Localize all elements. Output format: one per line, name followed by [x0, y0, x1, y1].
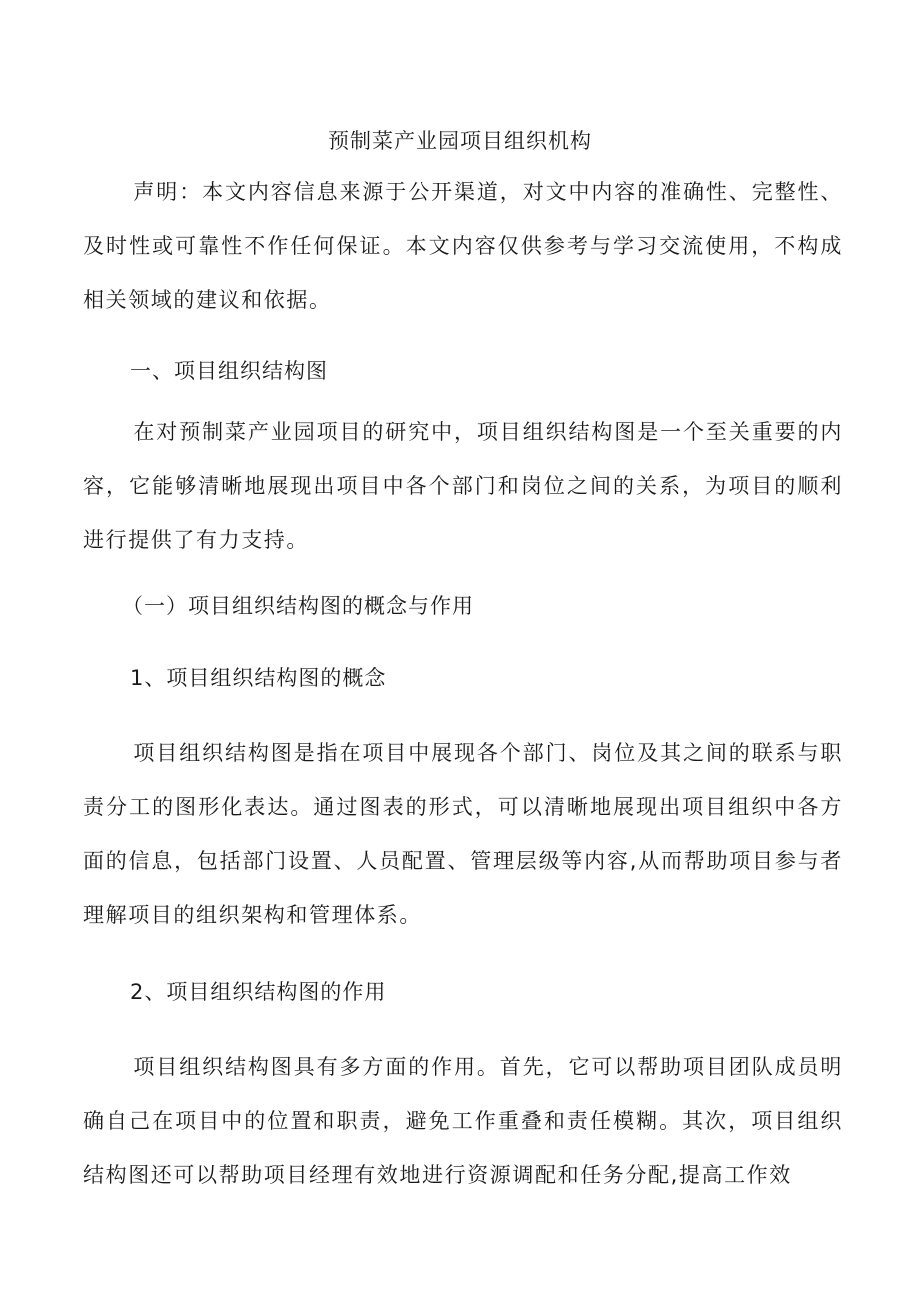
disclaimer-paragraph: 声明：本文内容信息来源于公开渠道，对文中内容的准确性、完整性、及时性或可靠性不作任何保证。本文内容仅供参考与学习交流使用，不构成相关领域的建议和依据。 — [83, 180, 843, 312]
document-title: 预制菜产业园项目组织机构 — [328, 129, 592, 153]
subsection-heading: （一）项目组织结构图的概念与作用 — [122, 594, 474, 618]
section-heading: 一、项目组织结构图 — [130, 359, 328, 383]
section-intro-paragraph: 在对预制菜产业园项目的研究中，项目组织结构图是一个至关重要的内容，它能够清晰地展现出项目中各个部门和岗位之间的关系，为项目的顺利进行提供了有力支持。 — [83, 420, 843, 552]
item-heading-role: 2、项目组织结构图的作用 — [130, 980, 387, 1004]
item-heading-concept: 1、项目组织结构图的概念 — [130, 666, 387, 690]
role-paragraph: 项目组织结构图具有多方面的作用。首先，它可以帮助项目团队成员明确自己在项目中的位置和职责，避免工作重叠和责任模糊。其次，项目组织结构图还可以帮助项目经理有效地进行资源调配和任务分配,提高工作效 — [83, 1055, 843, 1187]
concept-paragraph: 项目组织结构图是指在项目中展现各个部门、岗位及其之间的联系与职责分工的图形化表达。通过图表的形式，可以清晰地展现出项目组织中各方面的信息，包括部门设置、人员配置、管理层级等内容,从而帮助项目参与者理解项目的组织架构和管理体系。 — [83, 741, 843, 927]
